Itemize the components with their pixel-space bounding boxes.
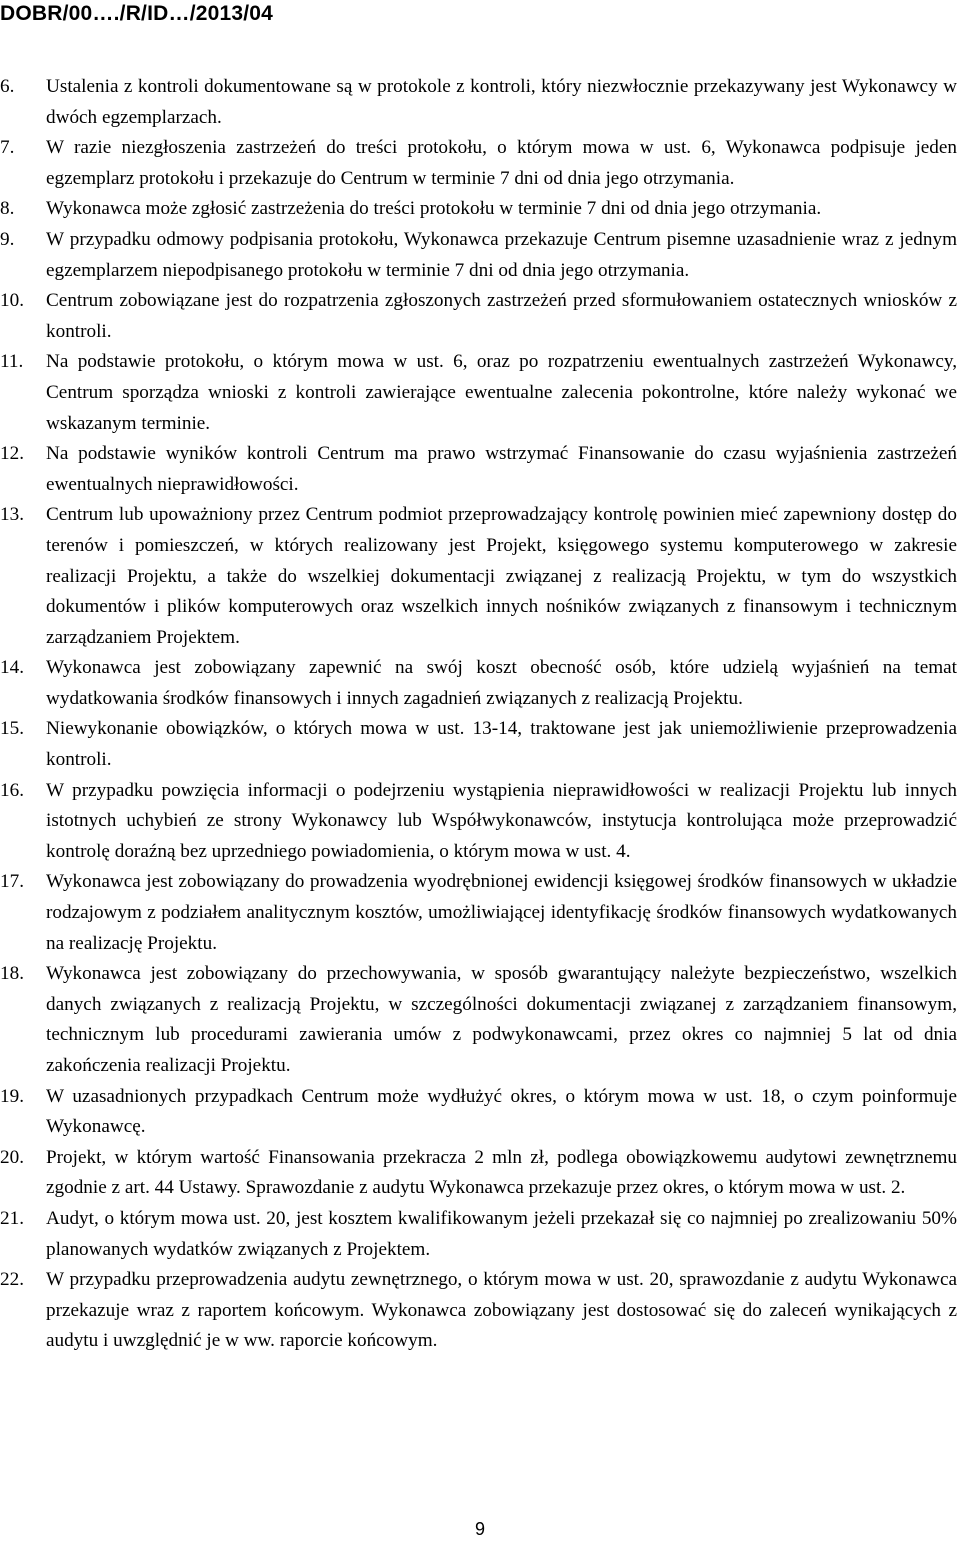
item-text: W przypadku odmowy podpisania protokołu, Wykonawca przekazuje Centrum pisemne uzasadnienie wraz z jednym egzemplarzem niepodpisanego protokołu w terminie 7 dni od dnia jego otrzymania.	[46, 228, 957, 281]
item-number: 9.	[0, 228, 15, 250]
list-item	[0, 867, 957, 959]
item-number: 19.	[0, 1085, 24, 1107]
item-number: 11.	[0, 351, 24, 373]
list-item	[0, 1143, 957, 1204]
numbered-paragraph-list	[0, 72, 957, 1357]
item-text: Centrum lub upoważniony przez Centrum podmiot przeprowadzający kontrolę powinien mieć zapewniony dostęp do terenów i pomieszczeń, w których realizowany jest Projekt, księgowego systemu komputerowego w zakresie realizacji Projektu, a także do wszelkiej dokumentacji związanej z realizacją Projektu, w tym do wszystkich dokumentów i plików komputerowych oraz wszelkich innych nośników związanych z finansowym i technicznym zarządzaniem Projektem.	[46, 504, 957, 648]
item-number: 22.	[0, 1269, 24, 1291]
list-item	[0, 286, 957, 347]
item-text: W przypadku powzięcia informacji o podejrzeniu wystąpienia nieprawidłowości w realizacji Projektu lub innych istotnych uchybień ze strony Wykonawcy lub Współwykonawców, instytucja kontrolująca może przeprowadzić kontrolę doraźną bez uprzedniego powiadomienia, o którym mowa w ust. 4.	[46, 779, 957, 862]
item-text: Projekt, w którym wartość Finansowania przekracza 2 mln zł, podlega obowiązkowemu audytowi zewnętrznemu zgodnie z art. 44 Ustawy. Sprawozdanie z audytu Wykonawca przekazuje przez okres, o którym mowa w ust. 2.	[46, 1146, 957, 1199]
list-item	[0, 1204, 957, 1265]
item-text: Ustalenia z kontroli dokumentowane są w protokole z kontroli, który niezwłocznie przekazywany jest Wykonawcy w dwóch egzemplarzach.	[46, 76, 957, 128]
item-text: Centrum zobowiązane jest do rozpatrzenia zgłoszonych zastrzeżeń przed sformułowaniem ostatecznych wniosków z kontroli.	[46, 290, 957, 342]
item-text: Audyt, o którym mowa ust. 20, jest kosztem kwalifikowanym jeżeli przekazał się co najmniej po zrealizowaniu 50% planowanych wydatków związanych z Projektem.	[46, 1207, 957, 1260]
list-item	[0, 714, 957, 775]
item-text: Na podstawie wyników kontroli Centrum ma prawo wstrzymać Finansowanie do czasu wyjaśnienia zastrzeżeń ewentualnych nieprawidłowości.	[46, 443, 957, 495]
item-number: 16.	[0, 779, 24, 801]
list-item	[0, 72, 957, 133]
item-text: Wykonawca może zgłosić zastrzeżenia do treści protokołu w terminie 7 dni od dnia jego otrzymania.	[46, 198, 822, 220]
item-number: 8.	[0, 198, 15, 220]
list-item	[0, 194, 957, 225]
item-number: 20.	[0, 1146, 24, 1168]
item-number: 21.	[0, 1207, 24, 1229]
item-number: 15.	[0, 718, 24, 740]
list-item	[0, 133, 957, 194]
item-text: Na podstawie protokołu, o którym mowa w ust. 6, oraz po rozpatrzeniu ewentualnych zastrzeżeń Wykonawcy, Centrum sporządza wnioski z kontroli zawierające ewentualne zalecenia pokontrolne, które należy wykonać we wskazanym terminie.	[46, 351, 957, 434]
item-text: Wykonawca jest zobowiązany do przechowywania, w sposób gwarantujący należyte bezpieczeństwo, wszelkich danych związanych z realizacją Projektu, w szczególności dokumentacji związanej z zarządzaniem finansowym, technicznym lub procedurami zawierania umów z podwykonawcami, przez okres co najmniej 5 lat od dnia zakończenia realizacji Projektu.	[46, 963, 957, 1076]
list-item	[0, 1265, 957, 1357]
list-item	[0, 776, 957, 868]
list-item	[0, 439, 957, 500]
item-number: 13.	[0, 504, 24, 526]
document-reference-header: DOBR/00…./R/ID…/2013/04	[0, 2, 274, 25]
item-number: 7.	[0, 137, 15, 159]
list-item	[0, 959, 957, 1081]
list-item	[0, 653, 957, 714]
page-number: 9	[474, 1519, 485, 1539]
item-text: W przypadku przeprowadzenia audytu zewnętrznego, o którym mowa w ust. 20, sprawozdanie z audytu Wykonawca przekazuje wraz z raportem końcowym. Wykonawca zobowiązany jest dostosować się do zaleceń wynikających z audytu i uwzględnić je w ww. raporcie końcowym.	[46, 1269, 957, 1352]
list-item	[0, 1082, 957, 1143]
list-item	[0, 225, 957, 286]
item-number: 6.	[0, 76, 15, 97]
item-number: 17.	[0, 871, 24, 893]
item-text: Niewykonanie obowiązków, o których mowa w ust. 13-14, traktowane jest jak uniemożliwienie przeprowadzenia kontroli.	[46, 718, 957, 771]
item-text: Wykonawca jest zobowiązany do prowadzenia wyodrębnionej ewidencji księgowej środków finansowych w układzie rodzajowym z podziałem analitycznym kosztów, umożliwiającej identyfikację środków finansowych wydatkowanych na realizację Projektu.	[46, 871, 957, 954]
list-item	[0, 500, 957, 653]
item-number: 14.	[0, 657, 24, 679]
item-text: W razie niezgłoszenia zastrzeżeń do treści protokołu, o którym mowa w ust. 6, Wykonawca podpisuje jeden egzemplarz protokołu i przekazuje do Centrum w terminie 7 dni od dnia jego otrzymania.	[46, 137, 957, 189]
list-item	[0, 347, 957, 439]
item-text: Wykonawca jest zobowiązany zapewnić na swój koszt obecność osób, które udzielą wyjaśnień na temat wydatkowania środków finansowych i innych zagadnień związanych z realizacją Projektu.	[46, 657, 957, 709]
item-number: 10.	[0, 290, 24, 312]
item-number: 18.	[0, 963, 24, 985]
item-number: 12.	[0, 443, 24, 465]
item-text: W uzasadnionych przypadkach Centrum może wydłużyć okres, o którym mowa w ust. 18, o czym poinformuje Wykonawcę.	[46, 1085, 957, 1138]
